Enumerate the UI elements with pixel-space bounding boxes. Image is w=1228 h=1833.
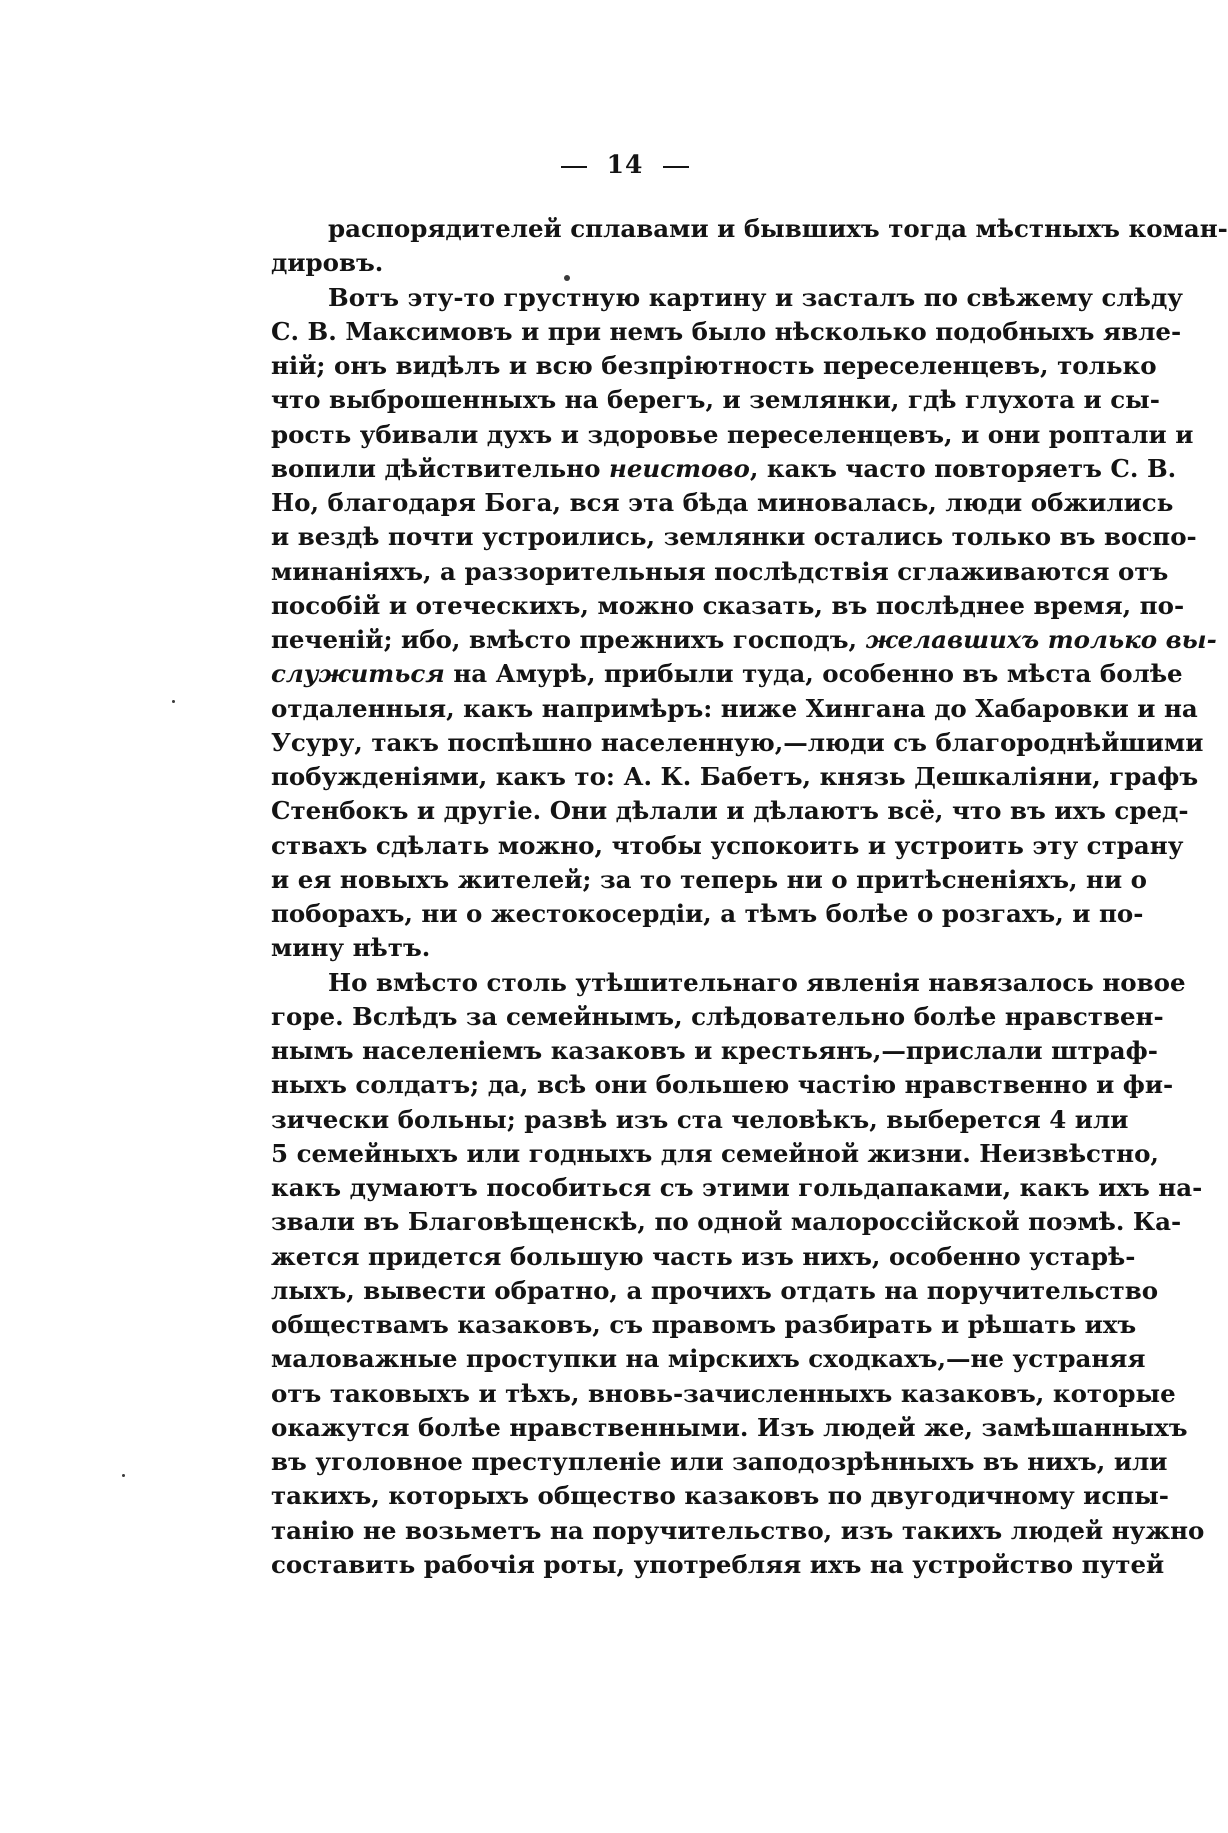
text-segment: , какъ часто повторяетъ С. В. <box>749 453 1177 483</box>
text-line: отдаленныя, какъ напримѣръ: ниже Хингана до Хабаровки и на <box>271 693 1198 723</box>
text-line: въ уголовное преступленіе или заподозрѣнныхъ въ нихъ, или <box>271 1447 1168 1476</box>
text-line <box>271 452 1177 486</box>
text-line: горе. Вслѣдъ за семейнымъ, слѣдовательно болѣе нравствен- <box>271 1001 1164 1031</box>
text-line: такихъ, которыхъ общество казаковъ по двугодичному испы- <box>271 1481 1169 1511</box>
text-line: ныхъ солдатъ; да, всѣ они большею частію нравственно и фи- <box>271 1070 1174 1100</box>
text-line: мину нѣтъ. <box>271 933 431 963</box>
body-text <box>271 212 1228 1582</box>
text-line: минаніяхъ, а раззорительныя послѣдствія сглаживаются отъ <box>271 556 1169 586</box>
text-line: составить рабочія роты, употребляя ихъ на устройство путей <box>271 1549 1165 1579</box>
text-line: дировъ. <box>271 248 384 278</box>
text-line <box>271 623 1217 657</box>
italic-phrase: желавшихъ только вы- <box>865 625 1217 654</box>
text-segment: печеній; ибо, вмѣсто прежнихъ господъ, <box>271 625 866 654</box>
text-line: и вездѣ почти устроились, землянки остались только въ воспо- <box>271 522 1197 552</box>
text-line: обществамъ казаковъ, съ правомъ разбирать и рѣшать ихъ <box>271 1310 1137 1339</box>
text-line: Но, благодаря Бога, вся эта бѣда миновалась, люди обжились <box>271 488 1174 517</box>
scan-speck <box>172 700 175 703</box>
italic-phrase: служиться <box>271 659 445 689</box>
text-line: С. В. Максимовъ и при немъ было нѣсколько подобныхъ явле- <box>271 316 1182 346</box>
text-line: распорядителей сплавами и бывшихъ тогда мѣстныхъ коман- <box>328 214 1228 243</box>
text-line: поборахъ, ни о жестокосердіи, а тѣмъ болѣе о розгахъ, и по- <box>271 899 1144 928</box>
text-line: маловажные проступки на мірскихъ сходкахъ,—не устраняя <box>271 1344 1146 1374</box>
text-line <box>271 657 1183 691</box>
page-number-header <box>110 150 1140 179</box>
text-line: и ея новыхъ жителей; за то теперь ни о притѣсненіяхъ, ни о <box>271 864 1148 894</box>
text-line: 5 семейныхъ или годныхъ для семейной жизни. Неизвѣстно, <box>271 1138 1159 1168</box>
text-line: танію не возьметъ на поручительство, изъ такихъ людей нужно <box>271 1515 1205 1545</box>
text-line: рость убивали духъ и здоровье переселенцевъ, и они роптали и <box>271 419 1194 449</box>
text-line: пособій и отеческихъ, можно сказать, въ послѣднее время, по- <box>271 590 1185 620</box>
text-line: нымъ населеніемъ казаковъ и крестьянъ,—прислали штраф- <box>271 1036 1158 1065</box>
scan-speck <box>564 275 570 281</box>
text-line: жется придется большую часть изъ нихъ, особенно устарѣ- <box>271 1241 1136 1271</box>
text-line: зически больны; развѣ изъ ста человѣкъ, выберется 4 или <box>271 1104 1129 1134</box>
text-segment: на Амурѣ, прибыли туда, особенно въ мѣста болѣе <box>444 659 1183 689</box>
text-line: ній; онъ видѣлъ и всю безпріютность переселенцевъ, только <box>271 351 1157 380</box>
text-line: побужденіями, какъ то: А. К. Бабетъ, князь Дешкаліяни, графъ <box>271 762 1199 791</box>
text-line: какъ думаютъ пособиться съ этими гольдапаками, какъ ихъ на- <box>271 1173 1203 1202</box>
page-number: 14 <box>606 150 644 179</box>
text-line: ствахъ сдѣлать можно, чтобы успокоить и устроить эту страну <box>271 830 1184 860</box>
text-line: отъ таковыхъ и тѣхъ, вновь-зачисленныхъ казаковъ, которые <box>271 1378 1176 1408</box>
text-line: Вотъ эту-то грустную картину и засталъ по свѣжему слѣду <box>328 282 1183 312</box>
text-line: Но вмѣсто столь утѣшительнаго явленія навязалось новое <box>328 967 1186 997</box>
text-line: окажутся болѣе нравственными. Изъ людей же, замѣшанныхъ <box>271 1412 1188 1442</box>
italic-phrase: неистово <box>608 453 750 483</box>
left-dash <box>561 166 587 168</box>
scan-speck <box>122 1474 125 1477</box>
text-segment: вопили дѣйствительно <box>271 453 609 483</box>
right-dash <box>663 166 689 168</box>
text-line: лыхъ, вывести обратно, а прочихъ отдать на поручительство <box>271 1275 1159 1305</box>
text-line: Стенбокъ и другіе. Они дѣлали и дѣлаютъ всё, что въ ихъ сред- <box>271 796 1189 826</box>
text-line: Усуру, такъ поспѣшно населенную,—люди съ благороднѣйшими <box>271 727 1204 757</box>
text-line: звали въ Благовѣщенскѣ, по одной малороссійской поэмѣ. Ка- <box>271 1207 1182 1237</box>
text-line: что выброшенныхъ на берегъ, и землянки, гдѣ глухота и сы- <box>271 385 1160 415</box>
